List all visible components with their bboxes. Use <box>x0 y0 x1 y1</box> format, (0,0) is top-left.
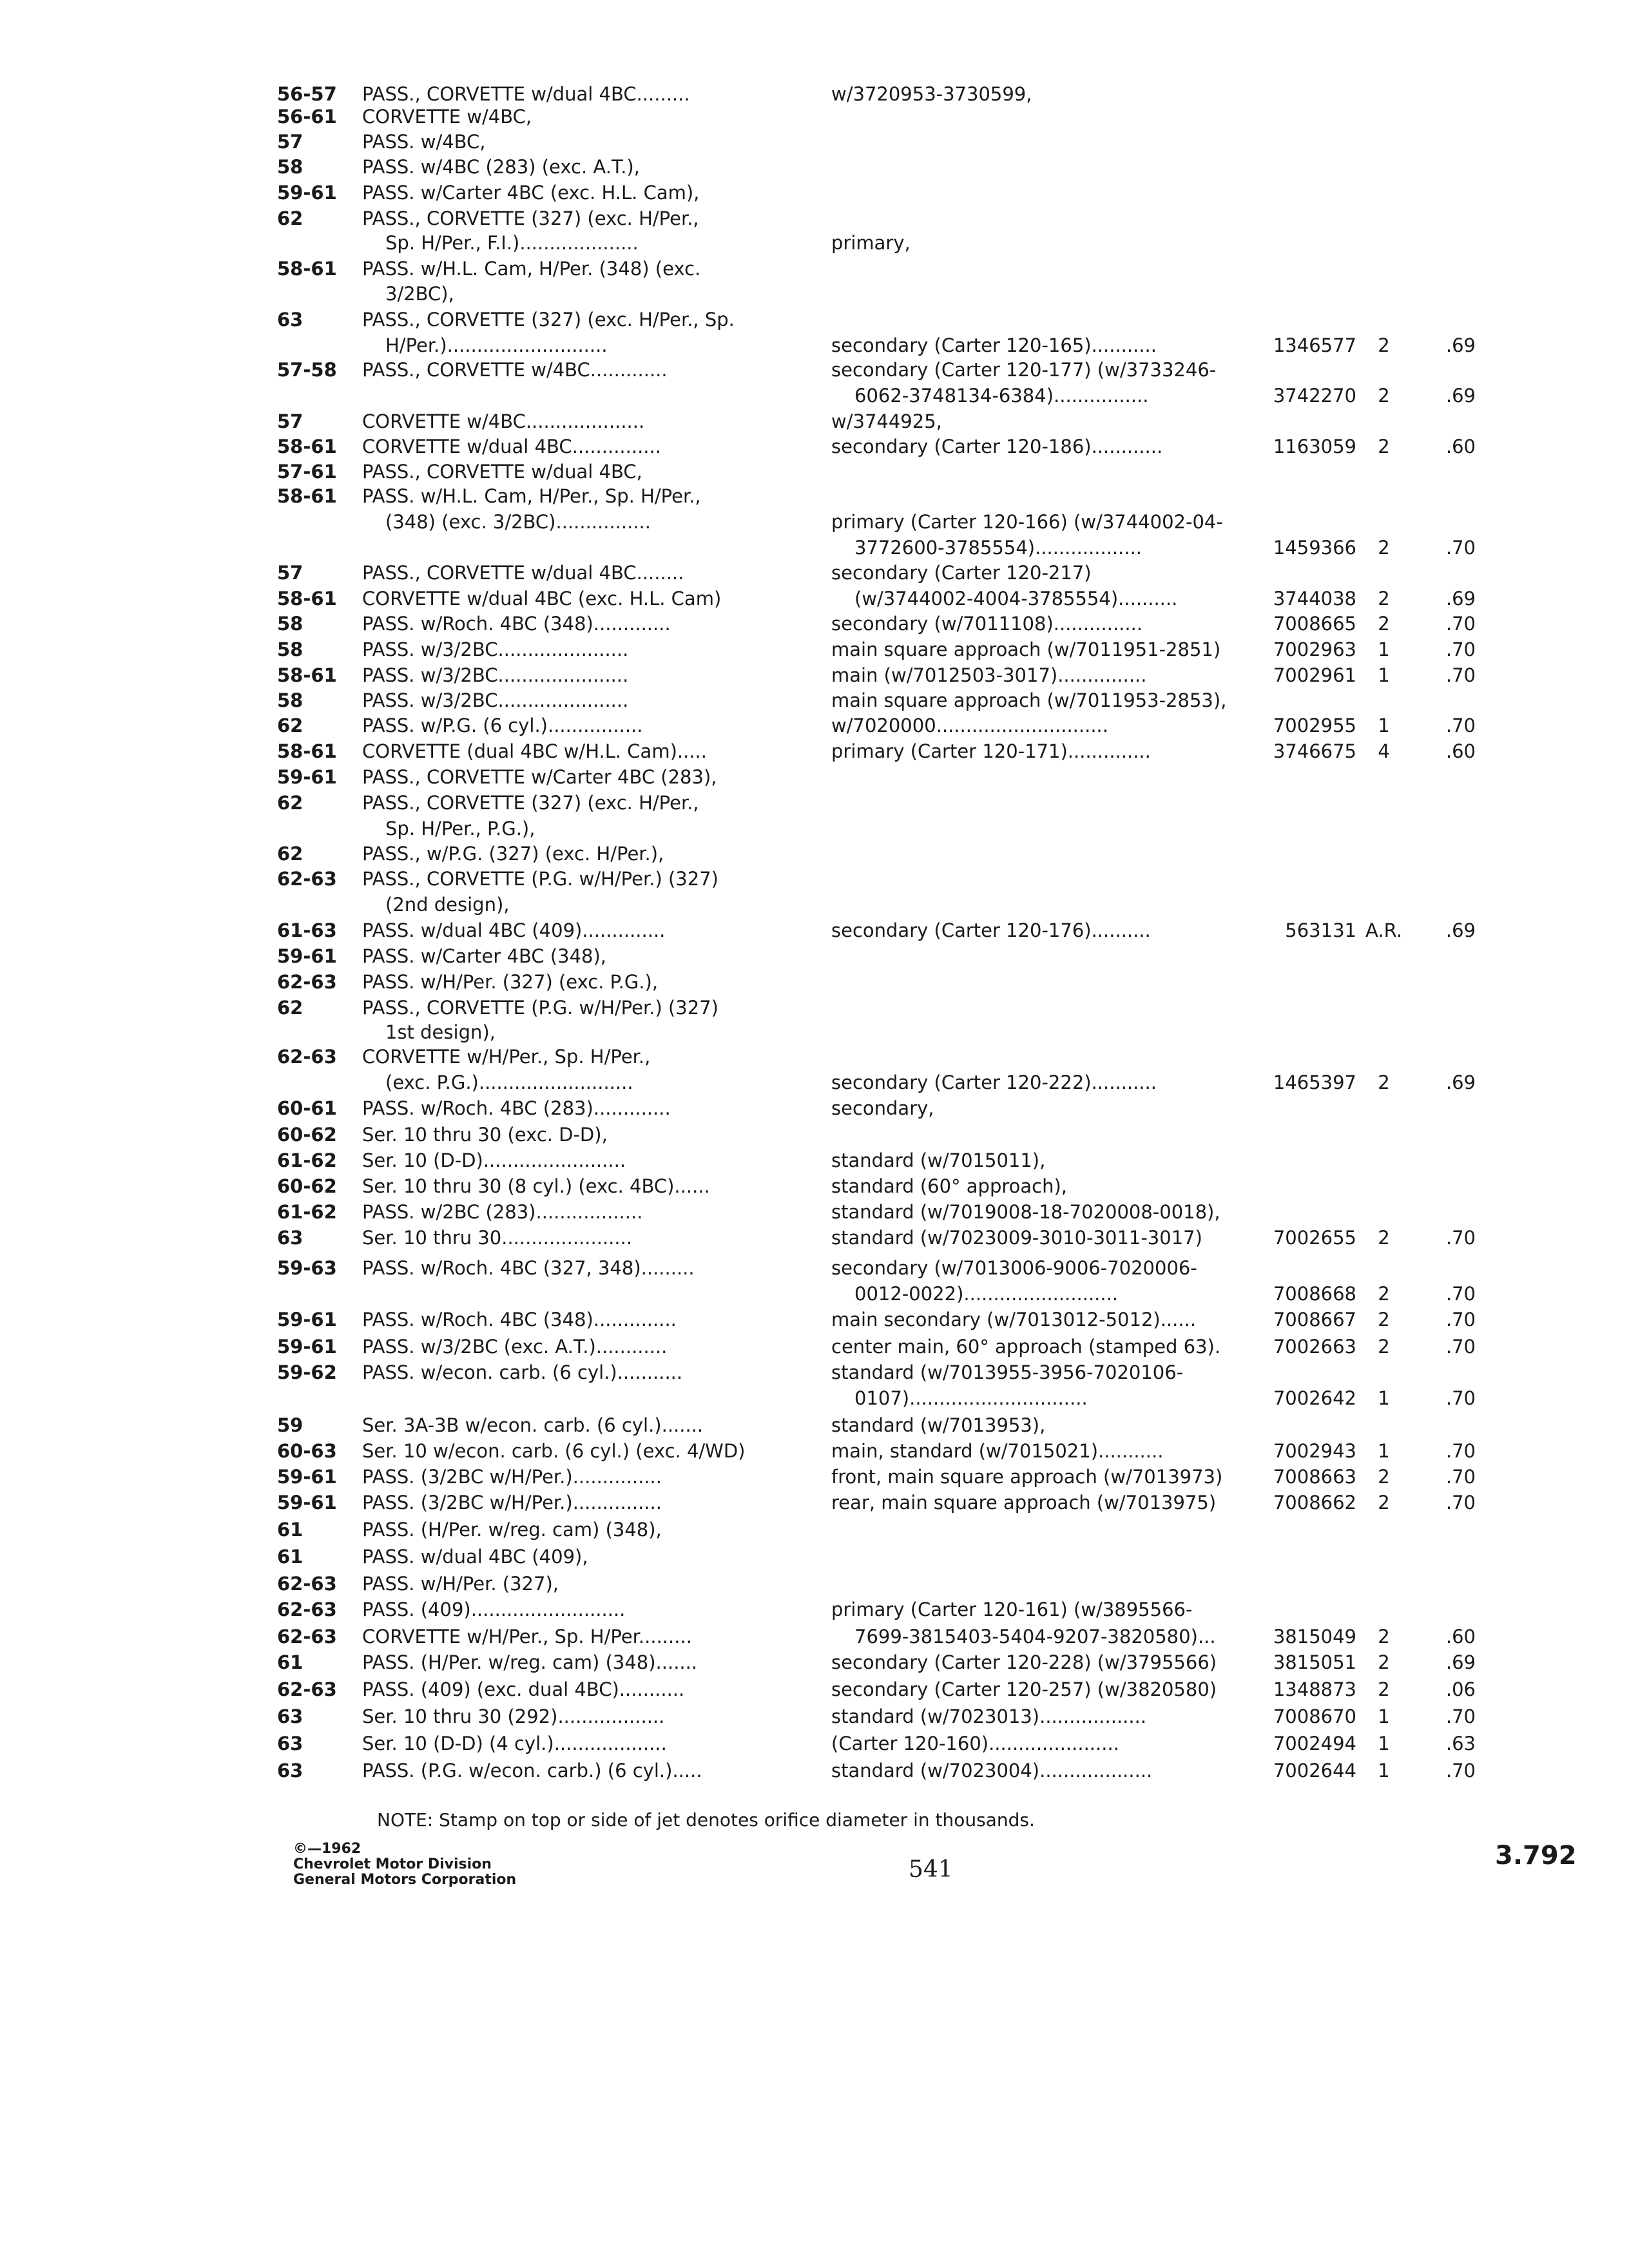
application-cell: PASS. w/Roch. 4BC (348).............. <box>362 1309 677 1331</box>
application-cell: Ser. 10 w/econ. carb. (6 cyl.) (exc. 4/WD) <box>362 1440 746 1462</box>
quantity-cell: 2 <box>1378 1678 1390 1700</box>
application-cell: (exc. P.G.).......................... <box>385 1072 633 1093</box>
description-cell: center main, 60° approach (stamped 63). <box>831 1336 1221 1358</box>
application-cell: PASS., CORVETTE (327) (exc. H/Per., <box>362 792 699 814</box>
application-cell: PASS., CORVETTE (327) (exc. H/Per., <box>362 207 699 229</box>
quantity-cell: 1 <box>1378 1733 1390 1754</box>
application-cell: Sp. H/Per., F.I.).................... <box>385 232 639 254</box>
quantity-cell: 2 <box>1378 537 1390 559</box>
price-cell: .69 <box>1445 588 1476 610</box>
year-cell: 58 <box>277 689 304 711</box>
price-cell: .70 <box>1445 715 1476 736</box>
application-cell: CORVETTE w/4BC.................... <box>362 410 645 432</box>
description-cell: main square approach (w/7011951-2851) <box>831 639 1221 660</box>
quantity-cell: 1 <box>1378 1387 1390 1409</box>
part-number-cell: 7008665 <box>1273 613 1356 635</box>
part-number-cell: 7002642 <box>1273 1387 1356 1409</box>
copyright-year: ©—1962 <box>293 1841 361 1857</box>
year-cell: 61-63 <box>277 919 337 941</box>
part-number-cell: 7002961 <box>1273 664 1356 686</box>
application-cell: Ser. 10 thru 30 (8 cyl.) (exc. 4BC)...... <box>362 1175 710 1197</box>
part-number-cell: 7008662 <box>1273 1492 1356 1514</box>
application-cell: PASS. (3/2BC w/H/Per.)............... <box>362 1492 662 1514</box>
application-cell: PASS. (H/Per. w/reg. cam) (348), <box>362 1519 662 1541</box>
year-cell: 62-63 <box>277 1599 337 1620</box>
application-cell: PASS. w/Roch. 4BC (283)............. <box>362 1097 671 1119</box>
application-cell: PASS. w/econ. carb. (6 cyl.)........... <box>362 1361 683 1383</box>
application-cell: PASS. (P.G. w/econ. carb.) (6 cyl.)..... <box>362 1760 702 1782</box>
year-cell: 61 <box>277 1519 304 1541</box>
application-cell: PASS. w/dual 4BC (409), <box>362 1546 588 1568</box>
copyright-block <box>293 1841 516 1888</box>
quantity-cell: 2 <box>1378 1072 1390 1093</box>
application-cell: PASS. (3/2BC w/H/Per.)............... <box>362 1466 662 1488</box>
description-cell: 6062-3748134-6384)................ <box>854 385 1149 407</box>
application-cell: PASS. w/H.L. Cam, H/Per. (348) (exc. <box>362 258 701 280</box>
application-cell: Ser. 10 thru 30 (exc. D-D), <box>362 1124 608 1146</box>
quantity-cell: A.R. <box>1365 919 1402 941</box>
price-cell: .60 <box>1445 740 1476 762</box>
year-cell: 63 <box>277 1706 304 1727</box>
quantity-cell: 1 <box>1378 1760 1390 1782</box>
description-cell: secondary (Carter 120-222)........... <box>831 1072 1157 1093</box>
application-cell: CORVETTE (dual 4BC w/H.L. Cam)..... <box>362 740 707 762</box>
quantity-cell: 1 <box>1378 1706 1390 1727</box>
application-cell: PASS., CORVETTE w/4BC............. <box>362 359 668 381</box>
year-cell: 58-61 <box>277 664 337 686</box>
description-cell: w/7020000............................. <box>831 715 1108 736</box>
application-cell: PASS. w/P.G. (6 cyl.)................ <box>362 715 643 736</box>
description-cell: secondary (w/7013006-9006-7020006- <box>831 1257 1197 1279</box>
footnote: NOTE: Stamp on top or side of jet denotes orifice diameter in thousands. <box>377 1809 1035 1831</box>
part-number-cell: 7002943 <box>1273 1440 1356 1462</box>
application-cell: (2nd design), <box>385 894 510 916</box>
price-cell: .69 <box>1445 1072 1476 1093</box>
year-cell: 62-63 <box>277 868 337 890</box>
description-cell: main secondary (w/7013012-5012)...... <box>831 1309 1197 1331</box>
application-cell: Ser. 10 (D-D)........................ <box>362 1149 626 1171</box>
year-cell: 58-61 <box>277 740 337 762</box>
application-cell: CORVETTE w/dual 4BC (exc. H.L. Cam) <box>362 588 722 610</box>
price-cell: .06 <box>1445 1678 1476 1700</box>
year-cell: 61 <box>277 1651 304 1673</box>
application-cell: PASS. w/3/2BC...................... <box>362 639 629 660</box>
part-number-cell: 1459366 <box>1273 537 1356 559</box>
description-cell: secondary (Carter 120-228) (w/3795566) <box>831 1651 1217 1673</box>
application-cell: PASS. w/3/2BC...................... <box>362 689 629 711</box>
quantity-cell: 2 <box>1378 1309 1390 1331</box>
application-cell: Ser. 10 thru 30 (292).................. <box>362 1706 665 1727</box>
year-cell: 63 <box>277 1227 304 1249</box>
price-cell: .70 <box>1445 1706 1476 1727</box>
description-cell: standard (w/7023004)................... <box>831 1760 1153 1782</box>
quantity-cell: 2 <box>1378 334 1390 356</box>
year-cell: 58-61 <box>277 258 337 280</box>
description-cell: secondary (Carter 120-177) (w/3733246- <box>831 359 1217 381</box>
year-cell: 57 <box>277 131 304 153</box>
description-cell: secondary (Carter 120-176).......... <box>831 919 1151 941</box>
year-cell: 62 <box>277 792 304 814</box>
price-cell: .70 <box>1445 1492 1476 1514</box>
part-number-cell: 7002963 <box>1273 639 1356 660</box>
part-number-cell: 7002955 <box>1273 715 1356 736</box>
year-cell: 59-63 <box>277 1257 337 1279</box>
year-cell: 60-62 <box>277 1175 337 1197</box>
application-cell: PASS. w/H/Per. (327) (exc. P.G.), <box>362 971 659 993</box>
quantity-cell: 1 <box>1378 664 1390 686</box>
year-cell: 56-61 <box>277 106 337 128</box>
year-cell: 62-63 <box>277 1046 337 1068</box>
application-cell: PASS. w/4BC, <box>362 131 486 153</box>
description-cell: secondary (Carter 120-257) (w/3820580) <box>831 1678 1217 1700</box>
part-number-cell: 1465397 <box>1273 1072 1356 1093</box>
application-cell: PASS., w/P.G. (327) (exc. H/Per.), <box>362 843 664 865</box>
year-cell: 63 <box>277 1733 304 1754</box>
year-cell: 59 <box>277 1414 304 1436</box>
year-cell: 59-61 <box>277 182 337 204</box>
year-cell: 59-61 <box>277 1309 337 1331</box>
description-cell: standard (w/7013955-3956-7020106- <box>831 1361 1184 1383</box>
year-cell: 60-62 <box>277 1124 337 1146</box>
part-number-cell: 7008667 <box>1273 1309 1356 1331</box>
quantity-cell: 2 <box>1378 1651 1390 1673</box>
year-cell: 60-63 <box>277 1440 337 1462</box>
description-cell: w/3744925, <box>831 410 942 432</box>
application-cell: PASS. (409).......................... <box>362 1599 626 1620</box>
description-cell: (Carter 120-160)...................... <box>831 1733 1119 1754</box>
application-cell: CORVETTE w/H/Per., Sp. H/Per......... <box>362 1626 692 1648</box>
part-number-cell: 3815049 <box>1273 1626 1356 1648</box>
price-cell: .69 <box>1445 385 1476 407</box>
quantity-cell: 2 <box>1378 1336 1390 1358</box>
description-cell: secondary (w/7011108)............... <box>831 613 1143 635</box>
description-cell: front, main square approach (w/7013973) <box>831 1466 1223 1488</box>
description-cell: primary (Carter 120-161) (w/3895566- <box>831 1599 1193 1620</box>
price-cell: .69 <box>1445 919 1476 941</box>
price-cell: .60 <box>1445 1626 1476 1648</box>
year-cell: 62-63 <box>277 1573 337 1595</box>
application-cell: PASS. w/3/2BC (exc. A.T.)............ <box>362 1336 668 1358</box>
part-number-cell: 3744038 <box>1273 588 1356 610</box>
quantity-cell: 2 <box>1378 1283 1390 1305</box>
section-number: 3.792 <box>1495 1841 1577 1870</box>
price-cell: .70 <box>1445 1283 1476 1305</box>
application-cell: Ser. 10 (D-D) (4 cyl.)................... <box>362 1733 667 1754</box>
year-cell: 61 <box>277 1546 304 1568</box>
price-cell: .70 <box>1445 1336 1476 1358</box>
year-cell: 62-63 <box>277 971 337 993</box>
application-cell: H/Per.)........................... <box>385 334 608 356</box>
year-cell: 57 <box>277 562 304 584</box>
part-number-cell: 7002663 <box>1273 1336 1356 1358</box>
price-cell: .70 <box>1445 1440 1476 1462</box>
price-cell: .69 <box>1445 1651 1476 1673</box>
application-cell: PASS. w/2BC (283).................. <box>362 1201 643 1223</box>
price-cell: .70 <box>1445 1309 1476 1331</box>
application-cell: Ser. 3A-3B w/econ. carb. (6 cyl.)....... <box>362 1414 704 1436</box>
price-cell: .70 <box>1445 613 1476 635</box>
application-cell: CORVETTE w/4BC, <box>362 106 532 128</box>
description-cell: 7699-3815403-5404-9207-3820580)... <box>854 1626 1216 1648</box>
application-cell: PASS. w/Roch. 4BC (348)............. <box>362 613 671 635</box>
price-cell: .63 <box>1445 1733 1476 1754</box>
description-cell: standard (w/7015011), <box>831 1149 1046 1171</box>
application-cell: PASS. w/4BC (283) (exc. A.T.), <box>362 156 640 178</box>
year-cell: 57-58 <box>277 359 337 381</box>
price-cell: .60 <box>1445 436 1476 457</box>
application-cell: 3/2BC), <box>385 283 454 305</box>
description-cell: rear, main square approach (w/7013975) <box>831 1492 1217 1514</box>
description-cell: 0107).............................. <box>854 1387 1088 1409</box>
year-cell: 59-61 <box>277 1466 337 1488</box>
application-cell: PASS. w/Carter 4BC (348), <box>362 945 607 967</box>
description-cell: w/3720953-3730599, <box>831 83 1032 105</box>
application-cell: PASS. w/Roch. 4BC (327, 348)......... <box>362 1257 695 1279</box>
year-cell: 58 <box>277 639 304 660</box>
application-cell: 1st design), <box>385 1021 496 1043</box>
price-cell: .70 <box>1445 1387 1476 1409</box>
corporation-name: General Motors Corporation <box>293 1872 517 1888</box>
application-cell: PASS. w/3/2BC...................... <box>362 664 629 686</box>
part-number-cell: 7008668 <box>1273 1283 1356 1305</box>
quantity-cell: 1 <box>1378 639 1390 660</box>
description-cell: 0012-0022).......................... <box>854 1283 1119 1305</box>
price-cell: .70 <box>1445 639 1476 660</box>
year-cell: 59-61 <box>277 1492 337 1514</box>
year-cell: 59-61 <box>277 766 337 788</box>
description-cell: secondary, <box>831 1097 934 1119</box>
part-number-cell: 7002644 <box>1273 1760 1356 1782</box>
application-cell: PASS. (409) (exc. dual 4BC)........... <box>362 1678 685 1700</box>
description-cell: standard (w/7013953), <box>831 1414 1046 1436</box>
year-cell: 62 <box>277 997 304 1019</box>
application-cell: CORVETTE w/dual 4BC............... <box>362 436 661 457</box>
application-cell: PASS. (H/Per. w/reg. cam) (348)....... <box>362 1651 698 1673</box>
application-cell: Ser. 10 thru 30...................... <box>362 1227 633 1249</box>
price-cell: .70 <box>1445 664 1476 686</box>
quantity-cell: 2 <box>1378 1227 1390 1249</box>
part-number-cell: 1348873 <box>1273 1678 1356 1700</box>
year-cell: 58-61 <box>277 485 337 507</box>
part-number-cell: 3815051 <box>1273 1651 1356 1673</box>
year-cell: 63 <box>277 309 304 331</box>
quantity-cell: 2 <box>1378 1466 1390 1488</box>
application-cell: PASS. w/H/Per. (327), <box>362 1573 559 1595</box>
price-cell: .70 <box>1445 1227 1476 1249</box>
year-cell: 62 <box>277 843 304 865</box>
quantity-cell: 4 <box>1378 740 1390 762</box>
description-cell: standard (w/7023009-3010-3011-3017) <box>831 1227 1202 1249</box>
price-cell: .70 <box>1445 1760 1476 1782</box>
quantity-cell: 2 <box>1378 613 1390 635</box>
description-cell: standard (w/7019008-18-7020008-0018), <box>831 1201 1220 1223</box>
quantity-cell: 2 <box>1378 436 1390 457</box>
year-cell: 63 <box>277 1760 304 1782</box>
application-cell: (348) (exc. 3/2BC)................ <box>385 511 651 533</box>
description-cell: primary (Carter 120-166) (w/3744002-04- <box>831 511 1223 533</box>
price-cell: .70 <box>1445 1466 1476 1488</box>
description-cell: main, standard (w/7015021)........... <box>831 1440 1164 1462</box>
page-number: 541 <box>909 1856 953 1883</box>
year-cell: 61-62 <box>277 1201 337 1223</box>
year-cell: 59-62 <box>277 1361 337 1383</box>
application-cell: PASS., CORVETTE w/dual 4BC, <box>362 461 642 483</box>
year-cell: 60-61 <box>277 1097 337 1119</box>
year-cell: 57-61 <box>277 461 337 483</box>
quantity-cell: 2 <box>1378 588 1390 610</box>
year-cell: 58-61 <box>277 588 337 610</box>
quantity-cell: 1 <box>1378 1440 1390 1462</box>
description-cell: secondary (Carter 120-186)............ <box>831 436 1163 457</box>
price-cell: .70 <box>1445 537 1476 559</box>
part-number-cell: 7008670 <box>1273 1706 1356 1727</box>
year-cell: 58-61 <box>277 436 337 457</box>
price-cell: .69 <box>1445 334 1476 356</box>
application-cell: PASS. w/H.L. Cam, H/Per., Sp. H/Per., <box>362 485 701 507</box>
year-cell: 61-62 <box>277 1149 337 1171</box>
year-cell: 62 <box>277 207 304 229</box>
description-cell: secondary (Carter 120-217) <box>831 562 1092 584</box>
quantity-cell: 1 <box>1378 715 1390 736</box>
description-cell: primary (Carter 120-171).............. <box>831 740 1151 762</box>
part-number-cell: 1346577 <box>1273 334 1356 356</box>
part-number-cell: 7002655 <box>1273 1227 1356 1249</box>
part-number-cell: 3746675 <box>1273 740 1356 762</box>
year-cell: 62-63 <box>277 1678 337 1700</box>
application-cell: CORVETTE w/H/Per., Sp. H/Per., <box>362 1046 651 1068</box>
description-cell: secondary (Carter 120-165)........... <box>831 334 1157 356</box>
application-cell: PASS. w/dual 4BC (409).............. <box>362 919 666 941</box>
application-cell: PASS., CORVETTE (P.G. w/H/Per.) (327) <box>362 868 718 890</box>
year-cell: 59-61 <box>277 1336 337 1358</box>
year-cell: 58 <box>277 156 304 178</box>
description-cell: main (w/7012503-3017)............... <box>831 664 1147 686</box>
division-name: Chevrolet Motor Division <box>293 1856 492 1872</box>
year-cell: 62 <box>277 715 304 736</box>
part-number-cell: 3742270 <box>1273 385 1356 407</box>
part-number-cell: 1163059 <box>1273 436 1356 457</box>
year-cell: 59-61 <box>277 945 337 967</box>
part-number-cell: 563131 <box>1285 919 1356 941</box>
application-cell: Sp. H/Per., P.G.), <box>385 818 535 840</box>
application-cell: PASS., CORVETTE w/dual 4BC......... <box>362 83 690 105</box>
quantity-cell: 2 <box>1378 385 1390 407</box>
description-cell: (w/3744002-4004-3785554).......... <box>854 588 1178 610</box>
description-cell: standard (60° approach), <box>831 1175 1068 1197</box>
application-cell: PASS., CORVETTE (P.G. w/H/Per.) (327) <box>362 997 718 1019</box>
quantity-cell: 2 <box>1378 1492 1390 1514</box>
year-cell: 56-57 <box>277 83 337 105</box>
part-number-cell: 7008663 <box>1273 1466 1356 1488</box>
year-cell: 62-63 <box>277 1626 337 1648</box>
application-cell: PASS. w/Carter 4BC (exc. H.L. Cam), <box>362 182 700 204</box>
year-cell: 57 <box>277 410 304 432</box>
description-cell: primary, <box>831 232 911 254</box>
description-cell: standard (w/7023013).................. <box>831 1706 1147 1727</box>
application-cell: PASS., CORVETTE (327) (exc. H/Per., Sp. <box>362 309 735 331</box>
description-cell: 3772600-3785554).................. <box>854 537 1142 559</box>
application-cell: PASS., CORVETTE w/dual 4BC........ <box>362 562 684 584</box>
year-cell: 58 <box>277 613 304 635</box>
description-cell: main square approach (w/7011953-2853), <box>831 689 1227 711</box>
part-number-cell: 7002494 <box>1273 1733 1356 1754</box>
application-cell: PASS., CORVETTE w/Carter 4BC (283), <box>362 766 717 788</box>
quantity-cell: 2 <box>1378 1626 1390 1648</box>
